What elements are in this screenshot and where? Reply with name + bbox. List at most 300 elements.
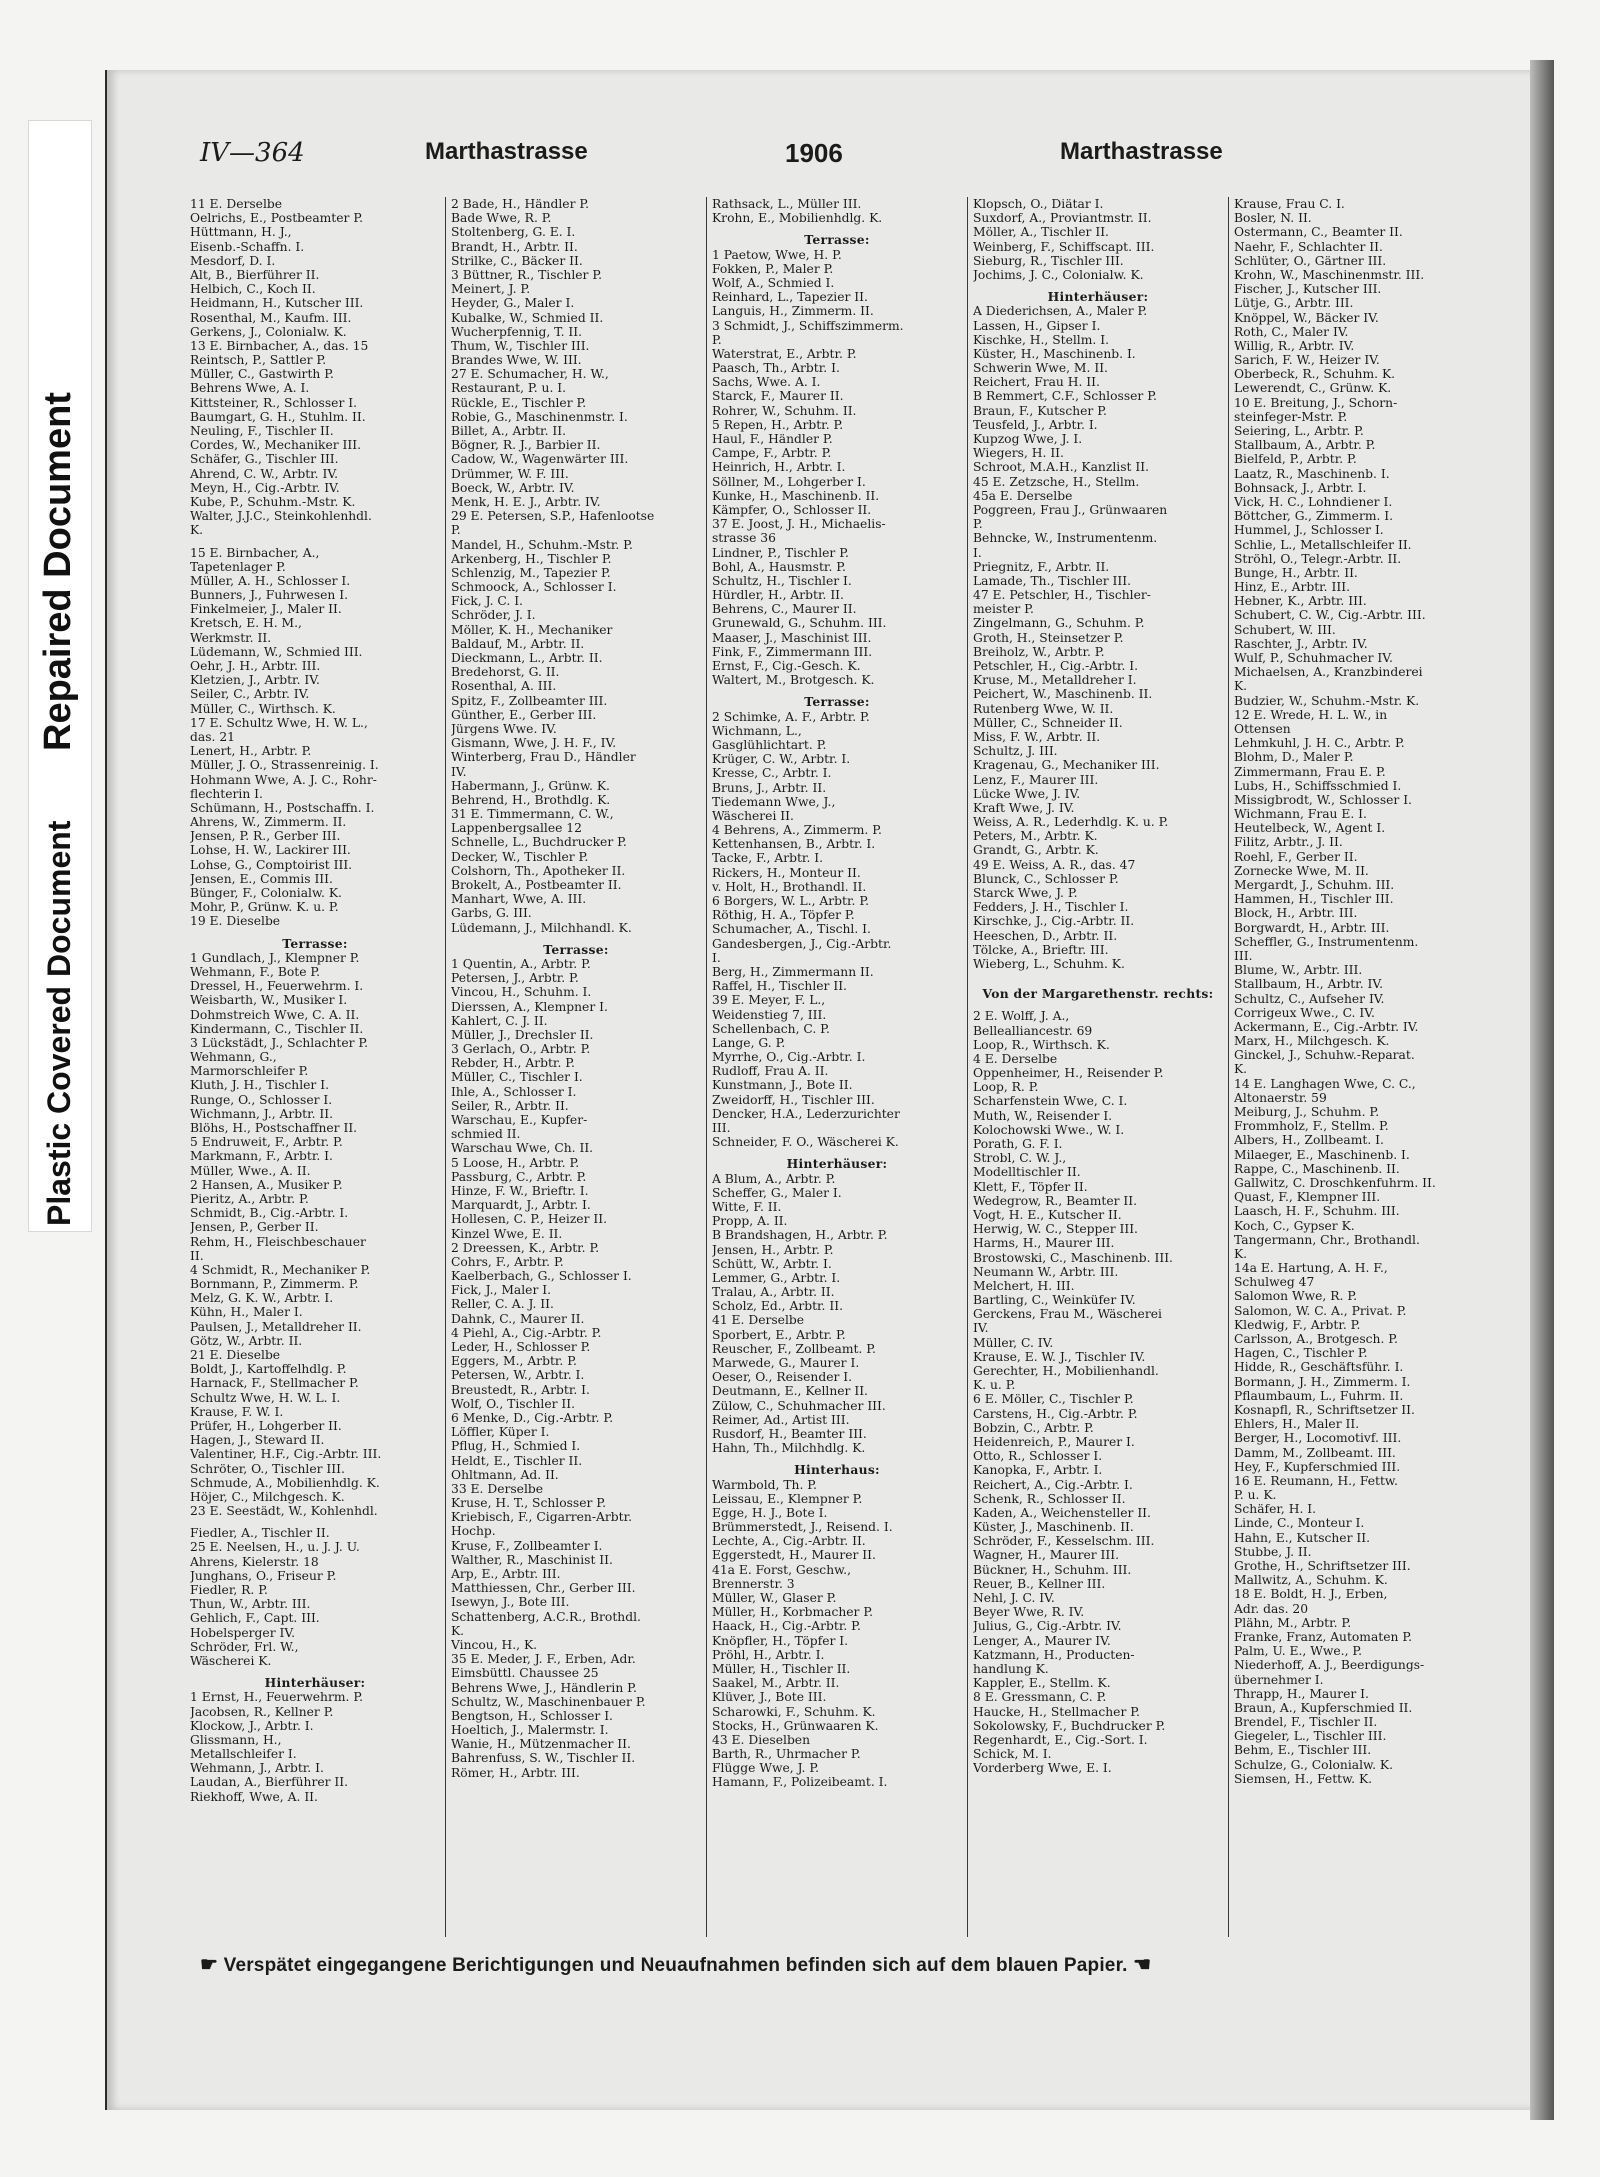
directory-entry: Behrens Wwe, J., Händlerin P. — [451, 1680, 637, 1695]
directory-entry: Hinz, E., Arbtr. III. — [1234, 580, 1350, 595]
directory-entry: Kresse, C., Arbtr. I. — [712, 766, 832, 781]
directory-entry: Fick, J. C. I. — [451, 594, 523, 609]
directory-entry: Krohn, W., Maschinenmstr. III. — [1234, 267, 1425, 282]
directory-entry: Lüdemann, J., Milchhandl. K. — [451, 920, 632, 935]
directory-entry: Laatz, R., Maschinenb. I. — [1234, 466, 1390, 481]
directory-entry: Behm, E., Tischler III. — [1234, 1743, 1372, 1758]
directory-entry: 1 Quentin, A., Arbtr. P. — [451, 956, 591, 971]
directory-entry: Wehmann, G., — [190, 1050, 277, 1065]
directory-entry: Kindermann, C., Tischler II. — [190, 1021, 364, 1036]
directory-entry: Müller, C., Tischler I. — [451, 1070, 583, 1085]
directory-entry: Walther, R., Maschinist II. — [451, 1552, 613, 1567]
directory-entry: Jacobsen, R., Kellner P. — [190, 1704, 334, 1719]
directory-entry: Wulf, P., Schuhmacher IV. — [1234, 651, 1393, 665]
directory-entry: Finkelmeier, J., Maler II. — [190, 602, 342, 617]
directory-entry: Schick, M. I. — [973, 1747, 1052, 1762]
directory-entry: Lenert, H., Arbtr. P. — [190, 744, 312, 759]
directory-entry: K. — [451, 1623, 465, 1638]
directory-entry: 11 E. Derselbe — [190, 197, 283, 211]
directory-entry: Reichert, A., Cig.-Arbtr. I. — [973, 1477, 1133, 1492]
directory-entry: Fiedler, R. P. — [190, 1583, 268, 1597]
directory-entry: Walter, J.J.C., Steinkohlenhdl. — [190, 509, 372, 524]
footer-note — [200, 1952, 1490, 1982]
directory-entry: 1 Ernst, H., Feuerwehrm. P. — [190, 1690, 364, 1705]
directory-entry: Maaser, J., Maschinist III. — [712, 630, 872, 645]
directory-entry: Löffler, Küper I. — [451, 1425, 550, 1440]
directory-entry: Kämpfer, O., Schlosser II. — [712, 502, 872, 517]
directory-entry: Mesdorf, D. I. — [190, 253, 276, 268]
directory-entry: 2 Hansen, A., Musiker P. — [190, 1177, 343, 1192]
directory-entry: flechterin I. — [190, 786, 263, 801]
directory-entry: Tangermann, Chr., Brothandl. — [1234, 1232, 1420, 1247]
directory-entry: Lindner, P., Tischler P. — [712, 545, 849, 560]
directory-entry: Rappe, C., Maschinenb. II. — [1234, 1161, 1400, 1176]
directory-entry: Deutmann, E., Kellner II. — [712, 1384, 868, 1399]
directory-entry: Krause, E. W. J., Tischler IV. — [973, 1349, 1146, 1364]
year: 1906 — [785, 138, 843, 168]
directory-entry: Ahrend, C. W., Arbtr. IV. — [190, 466, 338, 481]
directory-entry: Lüdemann, W., Schmied III. — [190, 644, 363, 659]
directory-entry: Schellenbach, C. P. — [712, 1021, 830, 1036]
directory-entry: Ströhl, O., Telegr.-Arbtr. II. — [1234, 551, 1402, 566]
directory-entry: Dierssen, A., Klempner I. — [451, 999, 608, 1014]
directory-entry: Oelrichs, E., Postbeamter P. — [190, 211, 364, 226]
directory-entry: Naehr, F., Schlachter II. — [1234, 239, 1383, 254]
directory-entry: Campe, F., Arbtr. P. — [712, 446, 832, 461]
directory-entry: Zingelmann, G., Schuhm. P. — [973, 616, 1145, 631]
directory-entry: Wolf, O., Tischler II. — [451, 1396, 576, 1411]
directory-entry: Frommholz, F., Stellm. P. — [1234, 1119, 1389, 1134]
directory-entry: Strilke, C., Bäcker II. — [451, 253, 583, 268]
directory-entry: Kunke, H., Maschinenb. II. — [712, 488, 880, 503]
directory-entry: Kosnapfl, R., Schriftsetzer II. — [1234, 1402, 1415, 1417]
directory-entry: Teusfeld, J., Arbtr. I. — [973, 417, 1098, 432]
directory-entry: Kischke, H., Stellm. I. — [973, 332, 1109, 347]
directory-entry: Bunners, J., Fuhrwesen I. — [190, 588, 349, 603]
directory-entry: Gerkens, J., Colonialw. K. — [190, 324, 347, 339]
directory-entry: Hey, F., Kupferschmied III. — [1234, 1459, 1401, 1474]
directory-entry: Vincou, H., Schuhm. I. — [451, 985, 592, 1000]
directory-entry: Pieritz, A., Arbtr. P. — [190, 1191, 309, 1206]
line-spacer — [973, 1001, 1223, 1009]
directory-entry: Behrens, C., Maurer II. — [712, 602, 857, 617]
directory-entry: Stubbe, J. II. — [1234, 1544, 1312, 1559]
directory-entry: Marx, H., Milchgesch. K. — [1234, 1034, 1390, 1049]
directory-entry: Wäscherei II. — [712, 808, 794, 823]
directory-entry: Wichmann, Frau E. I. — [1234, 807, 1367, 822]
directory-entry: Weiss, A. R., Lederhdlg. K. u. P. — [973, 815, 1169, 830]
directory-entry: Reintsch, P., Sattler P. — [190, 353, 327, 368]
directory-entry: Runge, O., Schlosser I. — [190, 1092, 333, 1107]
directory-entry: Grandt, G., Arbtr. K. — [973, 843, 1099, 858]
directory-entry: Kahlert, C. J. II. — [451, 1013, 548, 1028]
directory-entry: Breustedt, R., Arbtr. I. — [451, 1382, 590, 1397]
directory-entry: 14 E. Langhagen Wwe, C. C., — [1234, 1076, 1416, 1091]
directory-entry: Fedders, J. H., Tischler I. — [973, 900, 1129, 915]
directory-entry: Prüfer, H., Lohgerber II. — [190, 1418, 342, 1433]
directory-entry: Jensen, E., Commis III. — [190, 871, 333, 886]
directory-entry: 13 E. Birnbacher, A., das. 15 — [190, 338, 369, 353]
directory-entry: Hamann, F., Polizeibeamt. I. — [712, 1775, 888, 1790]
directory-entry: Restaurant, P. u. I. — [451, 381, 567, 396]
directory-entry: 14a E. Hartung, A. H. F., — [1234, 1261, 1388, 1276]
directory-entry: Bohnsack, J., Arbtr. I. — [1234, 480, 1367, 495]
directory-entry: 8 E. Gressmann, C. P. — [973, 1690, 1107, 1705]
directory-entry: Kittsteiner, R., Schlosser I. — [190, 395, 358, 410]
directory-entry: Schröder, J. I. — [451, 608, 536, 623]
footer-text: Verspätet eingegangene Berichtigungen und Neuaufnahmen befinden sich auf dem blauen Papier. — [223, 1955, 1128, 1976]
directory-entry: Kubalke, W., Schmied II. — [451, 310, 604, 325]
directory-entry: Ginckel, J., Schuhw.-Reparat. — [1234, 1048, 1415, 1063]
directory-entry: Gismann, Wwe, J. H. F., IV. — [451, 736, 617, 751]
directory-entry: 45a E. Derselbe — [973, 488, 1073, 503]
directory-entry: 12 E. Wrede, H. L. W., in — [1234, 707, 1388, 722]
directory-entry: Blunck, C., Schlosser P. — [973, 871, 1119, 886]
directory-entry: Sachs, Wwe. A. I. — [712, 375, 821, 390]
directory-entry: Roehl, F., Gerber II. — [1234, 849, 1358, 864]
directory-entry: Glissmann, H., — [190, 1732, 282, 1747]
directory-entry: Heidenreich, P., Maurer I. — [973, 1434, 1135, 1449]
directory-entry: Wedegrow, R., Beamter II. — [973, 1193, 1138, 1208]
directory-entry: Lohse, H. W., Lackirer III. — [190, 843, 351, 858]
directory-entry: Werkmstr. II. — [190, 630, 272, 645]
directory-entry: Jochims, J. C., Colonialw. K. — [973, 267, 1144, 282]
directory-entry: Bormann, J. H., Zimmerm. I. — [1234, 1374, 1411, 1389]
directory-entry: schmied II. — [451, 1127, 521, 1142]
directory-entry: Sieburg, R., Tischler III. — [973, 253, 1124, 268]
directory-column — [968, 197, 1229, 1937]
directory-entry: Bunge, H., Arbtr. II. — [1234, 565, 1358, 580]
directory-entry: v. Holt, H., Brothandl. II. — [712, 879, 867, 894]
line-spacer — [190, 1668, 440, 1676]
directory-entry: P. u. K. — [1234, 1488, 1277, 1503]
directory-entry: Groth, H., Steinsetzer P. — [973, 630, 1124, 645]
directory-entry: Paasch, Th., Arbtr. I. — [712, 361, 840, 376]
directory-entry: Arp, E., Arbtr. III. — [451, 1567, 561, 1581]
directory-entry: Kupzog Wwe, J. I. — [973, 432, 1083, 446]
directory-entry: Flügge Wwe, J. P. — [712, 1761, 820, 1776]
directory-entry: Klüver, J., Bote III. — [712, 1690, 827, 1705]
directory-entry: Adr. das. 20 — [1234, 1601, 1309, 1616]
directory-entry: Lehmkuhl, J. H. C., Arbtr. P. — [1234, 736, 1405, 751]
directory-entry: Loop, R., Wirthsch. K. — [973, 1037, 1110, 1052]
directory-entry: Habermann, J., Grünw. K. — [451, 778, 610, 793]
directory-entry: Kaelberbach, G., Schlosser I. — [451, 1269, 632, 1284]
directory-entry: Damm, M., Zollbeamt. III. — [1234, 1445, 1396, 1460]
directory-entry: Myrrhe, O., Cig.-Arbtr. I. — [712, 1050, 866, 1065]
directory-entry: 2 Dreessen, K., Arbtr. P. — [451, 1240, 600, 1255]
directory-entry: Pflaumbaum, L., Fuhrm. II. — [1234, 1388, 1404, 1403]
directory-entry: Bornmann, P., Zimmerm. P. — [190, 1277, 359, 1292]
directory-entry: Heidmann, H., Kutscher III. — [190, 296, 364, 311]
directory-entry: Waterstrat, E., Arbtr. P. — [712, 346, 857, 361]
directory-entry: Brümmerstedt, J., Reisend. I. — [712, 1520, 893, 1535]
directory-entry: Ernst, F., Cig.-Gesch. K. — [712, 659, 861, 673]
directory-entry: Reuer, B., Kellner III. — [973, 1576, 1106, 1591]
street-name-right: Marthastrasse — [1060, 138, 1223, 165]
directory-entry: Bade Wwe, R. P. — [451, 211, 552, 226]
directory-entry: Kragenau, G., Mechaniker III. — [973, 758, 1160, 773]
directory-entry: Reimer, Ad., Artist III. — [712, 1412, 850, 1427]
directory-entry: I. — [973, 545, 982, 560]
directory-entry: Ahrens, W., Zimmerm. II. — [190, 815, 347, 830]
directory-entry: Plähn, M., Arbtr. P. — [1234, 1615, 1352, 1630]
directory-entry: Peichert, W., Maschinenb. II. — [973, 687, 1153, 702]
directory-entry: Rosenthal, M., Kaufm. III. — [190, 310, 352, 325]
directory-entry: Müller, W., Glaser P. — [712, 1591, 837, 1605]
directory-entry: Herwig, W. C., Stepper III. — [973, 1222, 1138, 1237]
directory-entry: Von der Margarethenstr. rechts: — [982, 987, 1214, 1002]
line-spacer — [190, 929, 440, 937]
directory-entry: Albers, H., Zollbeamt. I. — [1234, 1133, 1384, 1148]
directory-entry: Ottensen — [1234, 721, 1291, 736]
directory-entry: Hoeltich, J., Malermstr. I. — [451, 1723, 609, 1738]
directory-entry: Jensen, P. R., Gerber III. — [190, 829, 341, 844]
directory-entry: 3 Schmidt, J., Schiffszimmerm. — [712, 318, 904, 333]
directory-entry: 27 E. Schumacher, H. W., — [451, 367, 609, 382]
directory-entry: Stocks, H., Grünwaaren K. — [712, 1718, 879, 1733]
directory-entry: Borgwardt, H., Arbtr. III. — [1234, 920, 1390, 935]
directory-entry: Haucke, H., Stellmacher P. — [973, 1704, 1140, 1719]
line-spacer — [973, 979, 1223, 987]
directory-entry: 49 E. Weiss, A. R., das. 47 — [973, 857, 1136, 872]
directory-entry: Jensen, P., Gerber II. — [190, 1220, 319, 1235]
directory-entry: Matthiessen, Chr., Gerber III. — [451, 1581, 636, 1596]
directory-entry: Schultz Wwe, H. W. L. I. — [190, 1390, 341, 1405]
directory-entry: Saakel, M., Arbtr. II. — [712, 1676, 840, 1691]
directory-entry: Beyer Wwe, R. IV. — [973, 1605, 1085, 1620]
directory-entry: Gerechter, H., Mobilienhandl. — [973, 1364, 1159, 1378]
directory-entry: Wäscherei K. — [190, 1653, 272, 1668]
directory-entry: Seiler, R., Arbtr. II. — [451, 1098, 569, 1113]
directory-entry: 19 E. Dieselbe — [190, 914, 281, 929]
directory-entry: Schlie, L., Metallschleifer II. — [1234, 537, 1412, 552]
directory-entry: Müller, H., Tischler II. — [712, 1661, 851, 1676]
directory-entry: Koch, C., Gypser K. — [1234, 1218, 1355, 1233]
directory-entry: Thrapp, H., Maurer I. — [1234, 1686, 1369, 1701]
directory-entry: Reuscher, F., Zollbeamt. P. — [712, 1341, 876, 1356]
directory-entry: Hürdler, H., Arbtr. II. — [712, 588, 844, 603]
directory-entry: K. — [1234, 1062, 1248, 1077]
directory-entry: Block, H., Arbtr. III. — [1234, 906, 1358, 921]
directory-entry: Jürgens Wwe. IV. — [451, 721, 557, 736]
directory-entry: Müller, A. H., Schlosser I. — [190, 573, 351, 588]
page-number: IV—364 — [200, 138, 305, 168]
directory-entry: 41 E. Derselbe — [712, 1313, 805, 1328]
directory-entry: Schäfer, H. I. — [1234, 1502, 1317, 1517]
directory-entry: Krüger, C. W., Arbtr. I. — [712, 752, 851, 767]
directory-entry: Wolf, A., Schmied I. — [712, 275, 835, 290]
directory-entry: Grunewald, G., Schuhm. III. — [712, 616, 887, 631]
directory-entry: Hinterhäuser: — [786, 1157, 888, 1172]
directory-entry: Böttcher, G., Zimmerm. I. — [1234, 509, 1394, 524]
directory-entry: 39 E. Meyer, F. L., — [712, 993, 826, 1008]
directory-entry: Poggreen, Frau J., Grünwaaren — [973, 502, 1168, 517]
directory-entry: Carlsson, A., Brotgesch. P. — [1234, 1332, 1398, 1346]
directory-entry: Müller, Wwe., A. II. — [190, 1163, 311, 1178]
directory-entry: Braun, A., Kupferschmied II. — [1234, 1700, 1413, 1715]
directory-entry: Schlüter, O., Gärtner III. — [1234, 253, 1387, 268]
directory-entry: Lewerendt, C., Grünw. K. — [1234, 381, 1392, 396]
directory-entry: Kledwig, F., Arbtr. P. — [1234, 1317, 1361, 1332]
directory-entry: Hohmann Wwe, A. J. C., Rohr- — [190, 772, 377, 787]
directory-entry: 5 Loose, H., Arbtr. P. — [451, 1155, 580, 1170]
directory-entry: Schroot, M.A.H., Kanzlist II. — [973, 460, 1149, 475]
directory-entry: Rohrer, W., Schuhm. II. — [712, 403, 857, 418]
line-spacer — [712, 225, 962, 233]
directory-entry: Schulze, G., Colonialw. K. — [1234, 1757, 1394, 1772]
directory-entry: Wiegers, H. II. — [973, 446, 1064, 461]
directory-entry: Lenz, F., Maurer III. — [973, 772, 1099, 787]
directory-entry: Laudan, A., Bierführer II. — [190, 1775, 349, 1790]
directory-entry: Willig, R., Arbtr. IV. — [1234, 338, 1355, 353]
directory-entry: Gandesbergen, J., Cig.-Arbtr. — [712, 936, 892, 951]
directory-entry: II. — [190, 1248, 204, 1263]
directory-entry: Bohl, A., Hausmstr. P. — [712, 559, 846, 574]
directory-entry: Lenger, A., Maurer IV. — [973, 1633, 1111, 1648]
directory-entry: Suxdorf, A., Proviantmstr. II. — [973, 211, 1152, 226]
directory-entry: 3 Gerlach, O., Arbtr. P. — [451, 1042, 591, 1057]
directory-entry: Scheffler, G., Instrumentenm. — [1234, 934, 1419, 949]
directory-entry: Metallschleifer I. — [190, 1747, 297, 1762]
directory-entry: Eisenb.-Schaffn. I. — [190, 239, 305, 254]
directory-entry: Melz, G. K. W., Arbtr. I. — [190, 1291, 334, 1306]
directory-entry: Fischer, J., Kutscher III. — [1234, 282, 1382, 297]
directory-entry: Vogt, H. E., Kutscher II. — [973, 1207, 1122, 1222]
directory-entry: Hinterhäuser: — [264, 1676, 366, 1691]
directory-entry: Wieberg, L., Schuhm. K. — [973, 956, 1125, 971]
directory-entry: 6 Borgers, W. L., Arbtr. P. — [712, 894, 870, 908]
directory-entry: meister P. — [973, 602, 1034, 617]
directory-entry: Jensen, H., Arbtr. P. — [712, 1242, 834, 1257]
directory-entry: Lütje, G., Arbtr. III. — [1234, 296, 1354, 311]
directory-entry: P. — [451, 523, 461, 538]
directory-entry: Fink, F., Zimmermann III. — [712, 644, 873, 659]
directory-entry: Römer, H., Arbtr. III. — [451, 1765, 580, 1780]
directory-entry: Colshorn, Th., Apotheker II. — [451, 863, 626, 878]
directory-entry: Schenk, R., Schlosser II. — [973, 1491, 1126, 1506]
directory-entry: Hinze, F. W., Brieftr. I. — [451, 1183, 589, 1198]
directory-entry: Schröder, F., Kesselschm. III. — [973, 1534, 1155, 1549]
directory-entry: Klockow, J., Arbtr. I. — [190, 1718, 314, 1733]
directory-entry: Thum, W., Tischler III. — [451, 338, 590, 353]
directory-entry: Salomon, W. C. A., Privat. P. — [1234, 1303, 1407, 1318]
directory-entry: Petersen, W., Arbtr. I. — [451, 1368, 585, 1383]
directory-entry: Heinrich, H., Arbtr. I. — [712, 460, 846, 475]
directory-entry: Mohr, P., Grünw. K. u. P. — [190, 900, 339, 915]
directory-entry: 2 Schimke, A. F., Arbtr. P. — [712, 709, 870, 724]
directory-entry: Möller, A., Tischler II. — [973, 225, 1109, 240]
directory-entry: Weidenstieg 7, III. — [712, 1007, 827, 1022]
directory-entry: Kletzien, J., Arbtr. IV. — [190, 673, 320, 688]
directory-entry: Schütt, W., Arbtr. I. — [712, 1256, 832, 1271]
directory-entry: Hebner, K., Arbtr. III. — [1234, 594, 1367, 609]
directory-entry: Dieckmann, L., Arbtr. II. — [451, 651, 603, 665]
directory-entry: 41a E. Forst, Geschw., — [712, 1562, 851, 1577]
directory-entry: 37 E. Joost, J. H., Michaelis- — [712, 517, 886, 532]
directory-entry: Warmbold, Th. P. — [712, 1477, 817, 1492]
page-edge — [1530, 60, 1554, 2120]
directory-entry: Palm, U. E., Wwe., P. — [1234, 1644, 1363, 1659]
directory-entry: Ihle, A., Schlosser I. — [451, 1084, 577, 1099]
directory-entry: Eimsbüttl. Chaussee 25 — [451, 1666, 599, 1681]
directory-entry: Wichmann, J., Arbtr. II. — [190, 1106, 334, 1121]
directory-entry: IV. — [973, 1321, 989, 1336]
directory-entry: Loop, R. P. — [973, 1080, 1039, 1095]
directory-entry: Garbs, G. III. — [451, 906, 532, 921]
directory-entry: Krohn, E., Mobilienhdlg. K. — [712, 211, 883, 226]
directory-entry: I. — [712, 950, 721, 965]
directory-entry: Hagen, C., Tischler P. — [1234, 1346, 1368, 1361]
directory-entry: Behncke, W., Instrumentenm. — [973, 531, 1158, 546]
directory-entry: Müller, C., Gastwirth P. — [190, 367, 334, 382]
directory-entry: Carstens, H., Cig.-Arbtr. P. — [973, 1406, 1138, 1421]
directory-entry: Paulsen, J., Metalldreher II. — [190, 1319, 362, 1334]
directory-entry: Harms, H., Maurer III. — [973, 1236, 1115, 1251]
directory-entry: Zimmermann, Frau E. P. — [1234, 764, 1386, 779]
directory-entry: Schneider, F. O., Wäscherei K. — [712, 1135, 899, 1150]
directory-entry: Bielfeld, P., Arbtr. P. — [1234, 452, 1357, 467]
directory-entry: Baumgart, G. H., Stuhlm. II. — [190, 409, 366, 424]
directory-entry: Krause, Frau C. I. — [1234, 197, 1345, 211]
directory-entry: Gasglühlichtart. P. — [712, 737, 827, 752]
directory-entry: Götz, W., Arbtr. II. — [190, 1333, 303, 1348]
directory-entry: Languis, H., Zimmerm. II. — [712, 304, 874, 319]
directory-entry: Schröder, Frl. W., — [190, 1639, 299, 1654]
directory-entry: Schultz, W., Maschinenbauer P. — [451, 1694, 646, 1709]
directory-entry: 1 Gundlach, J., Klempner P. — [190, 950, 360, 965]
directory-entry: Helbich, C., Koch II. — [190, 282, 316, 297]
directory-entry: Klett, F., Töpfer II. — [973, 1179, 1088, 1194]
directory-entry: Starck Wwe, J. P. — [973, 886, 1078, 900]
directory-entry: Vorderberg Wwe, E. I. — [973, 1761, 1112, 1776]
directory-entry: Starck, F., Maurer II. — [712, 389, 844, 404]
directory-entry: 29 E. Petersen, S.P., Hafenlootse — [451, 509, 655, 524]
directory-entry: A Diederichsen, A., Maler P. — [973, 304, 1148, 319]
directory-entry: Röthig, H. A., Töpfer P. — [712, 908, 855, 923]
directory-entry: Laasch, H. F., Schuhm. III. — [1234, 1204, 1400, 1219]
directory-entry: Oeser, O., Reisender I. — [712, 1370, 853, 1385]
directory-entry: Bückner, H., Schuhm. III. — [973, 1562, 1132, 1577]
directory-entry: Hochp. — [451, 1524, 496, 1539]
directory-entry: Lange, G. P. — [712, 1035, 786, 1050]
directory-entry: Marquardt, J., Arbtr. I. — [451, 1198, 591, 1213]
directory-entry: 4 E. Derselbe — [973, 1051, 1058, 1066]
directory-entry: Corrigeux Wwe., C. IV. — [1234, 1005, 1375, 1020]
directory-entry: Knöppel, W., Bäcker IV. — [1234, 310, 1379, 325]
directory-entry: Lassen, H., Gipser I. — [973, 318, 1101, 333]
directory-entry: Möller, K. H., Mechaniker — [451, 622, 613, 637]
directory-entry: Wanie, H., Mützenmacher II. — [451, 1737, 631, 1752]
directory-entry: B Brandshagen, H., Arbtr. P. — [712, 1228, 888, 1243]
directory-entry: Filitz, Arbtr., J. II. — [1234, 835, 1343, 850]
directory-column — [707, 197, 968, 1937]
directory-entry: Weisbarth, W., Musiker I. — [190, 993, 348, 1008]
directory-entry: Berg, H., Zimmermann II. — [712, 964, 874, 979]
directory-entry: 6 Menke, D., Cig.-Arbtr. P. — [451, 1410, 614, 1425]
directory-entry: Sarich, F. W., Heizer IV. — [1234, 353, 1380, 368]
directory-entry: Warschau, E., Kupfer- — [451, 1113, 588, 1127]
directory-entry: Blohm, D., Maler P. — [1234, 750, 1354, 765]
directory-entry: Oehr, J. H., Arbtr. III. — [190, 659, 321, 673]
directory-entry: Mergardt, J., Schuhm. III. — [1234, 878, 1395, 892]
directory-entry: Brokelt, A., Postbeamter II. — [451, 878, 622, 892]
directory-entry: Kirschke, J., Cig.-Arbtr. II. — [973, 914, 1135, 929]
directory-entry: Wagner, H., Maurer III. — [973, 1548, 1120, 1563]
directory-entry: Bengtson, H., Schlosser I. — [451, 1708, 613, 1723]
directory-entry: Scharowki, F., Schuhm. K. — [712, 1704, 876, 1719]
directory-entry: Kühn, H., Maler I. — [190, 1305, 303, 1320]
